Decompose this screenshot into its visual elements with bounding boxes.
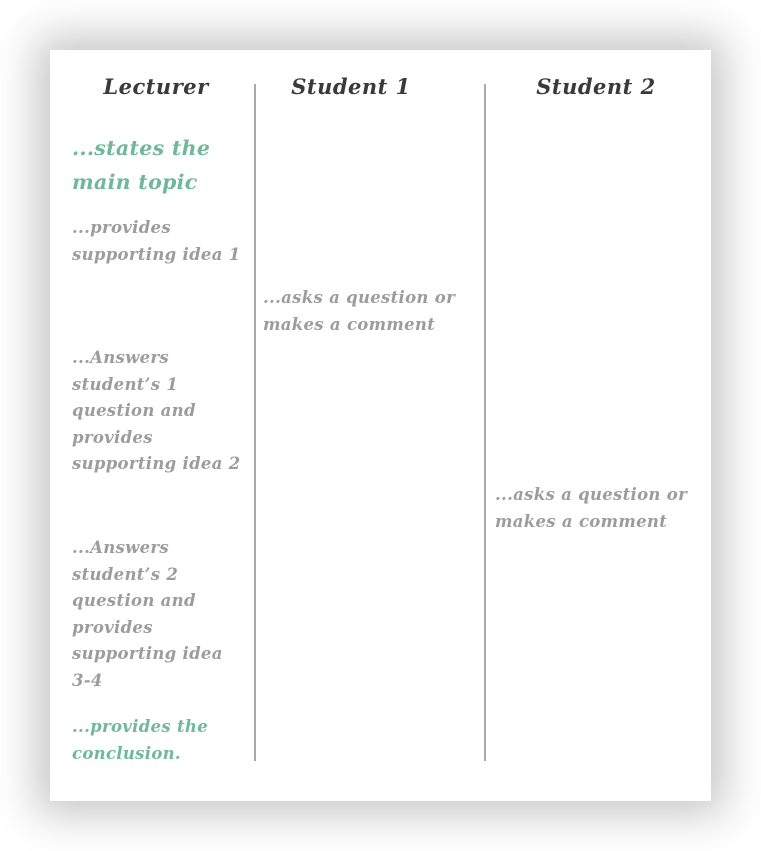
column-header-student-1: Student 1: [291, 74, 411, 99]
lecturer-main-topic: ...states the main topic: [72, 136, 211, 194]
lecturer-answer-student-2: ...Answers student’s 2 question and provides supporting idea 3-4: [72, 538, 223, 690]
lecturer-answer-student-1: ...Answers student’s 1 question and provides supporting idea 2: [72, 348, 241, 473]
column-header-lecturer: Lecturer: [103, 74, 209, 99]
student-1-question: ...asks a question or makes a comment: [263, 288, 456, 334]
column-divider-1: [254, 84, 256, 761]
lecturer-conclusion: ...provides the conclusion.: [72, 717, 209, 763]
column-header-student-2: Student 2: [536, 74, 656, 99]
column-divider-2: [484, 84, 486, 761]
student-2-question: ...asks a question or makes a comment: [495, 485, 688, 531]
lecturer-supporting-idea-1: ...provides supporting idea 1: [72, 218, 241, 264]
